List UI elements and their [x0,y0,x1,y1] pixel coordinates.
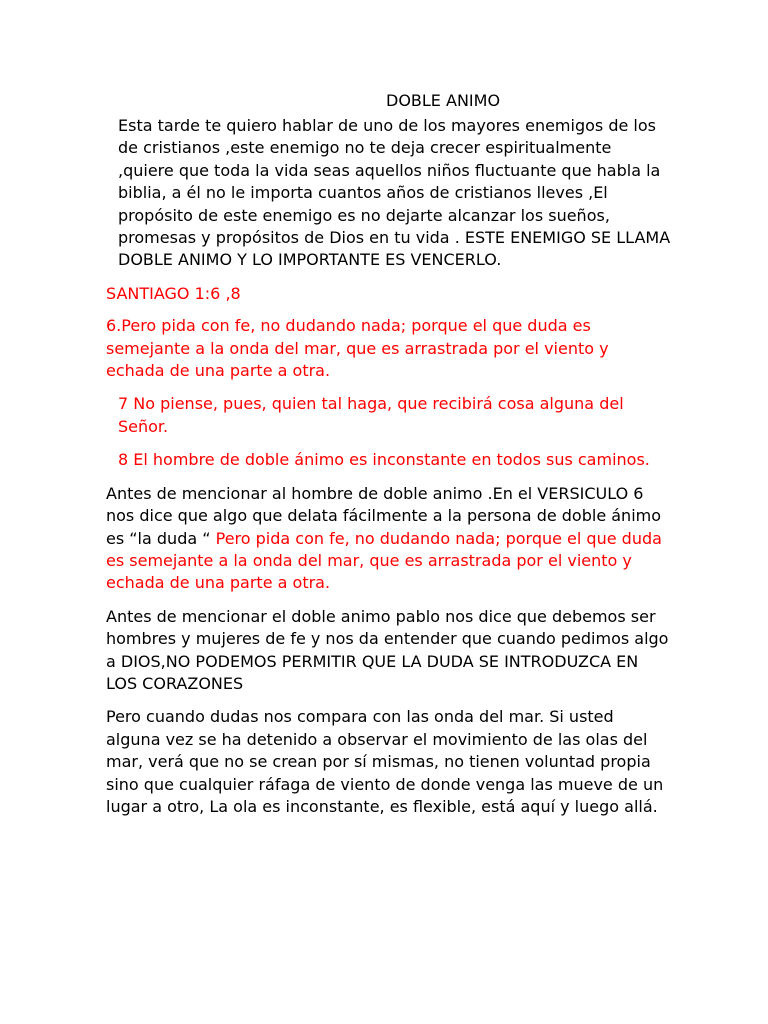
versiculo-paragraph [106,483,672,595]
verse-8: 8 El hombre de doble ánimo es inconstante en todos sus caminos. [118,450,650,470]
verse-7: 7 No piense, pues, quien tal haga, que recibirá cosa alguna del Señor. [118,394,624,436]
scripture-reference: SANTIAGO 1:6 ,8 [106,283,241,303]
fe-paragraph: Antes de mencionar el doble animo pablo nos dice que debemos ser hombres y mujeres de fe y nos da entender que cuando pedimos algo a DIOS,NO PODEMOS PERMITIR QUE LA DUDA SE INTRODUZCA EN LOS CORAZONES [106,606,669,693]
versiculo-paragraph-quote: Pero pida con fe, no dudando nada; porque el que duda es semejante a la onda del mar, que es arrastrada por el viento y echada de una parte a otra. [106,528,662,593]
mar-paragraph: Pero cuando dudas nos compara con las onda del mar. Si usted alguna vez se ha detenido a observar el movimiento de las olas del mar, verá que no se crean por sí mismas, no tienen voluntad propia sino que cualquier ráfaga de viento de donde venga las mueve de un lugar a otro, La ola es inconstante, es flexible, está aquí y luego allá. [106,707,664,816]
verse-6: 6.Pero pida con fe, no dudando nada; porque el que duda es semejante a la onda del mar, que es arrastrada por el viento y echada de una parte a otra. [106,316,609,381]
intro-paragraph: Esta tarde te quiero hablar de uno de los mayores enemigos de los de cristianos ,este enemigo no te deja crecer espiritualmente ,quiere que toda la vida seas aquellos niños fluctuante que habla la biblia, a él no le importa cuantos años de cristianos lleves ,El propósito de este enemigo es no dejarte alcanzar los sueños, promesas y propósitos de Dios en tu vida . ESTE ENEMIGO SE LLAMA DOBLE ANIMO Y LO IMPORTANTE ES VENCERLO. [118,116,671,270]
versiculo-paragraph-text: Antes de mencionar al hombre de doble animo .En el VERSICULO 6 nos dice que algo que delata fácilmente a la persona de doble ánimo es “la duda “ [106,483,662,548]
document-title: DOBLE ANIMO [386,91,501,110]
